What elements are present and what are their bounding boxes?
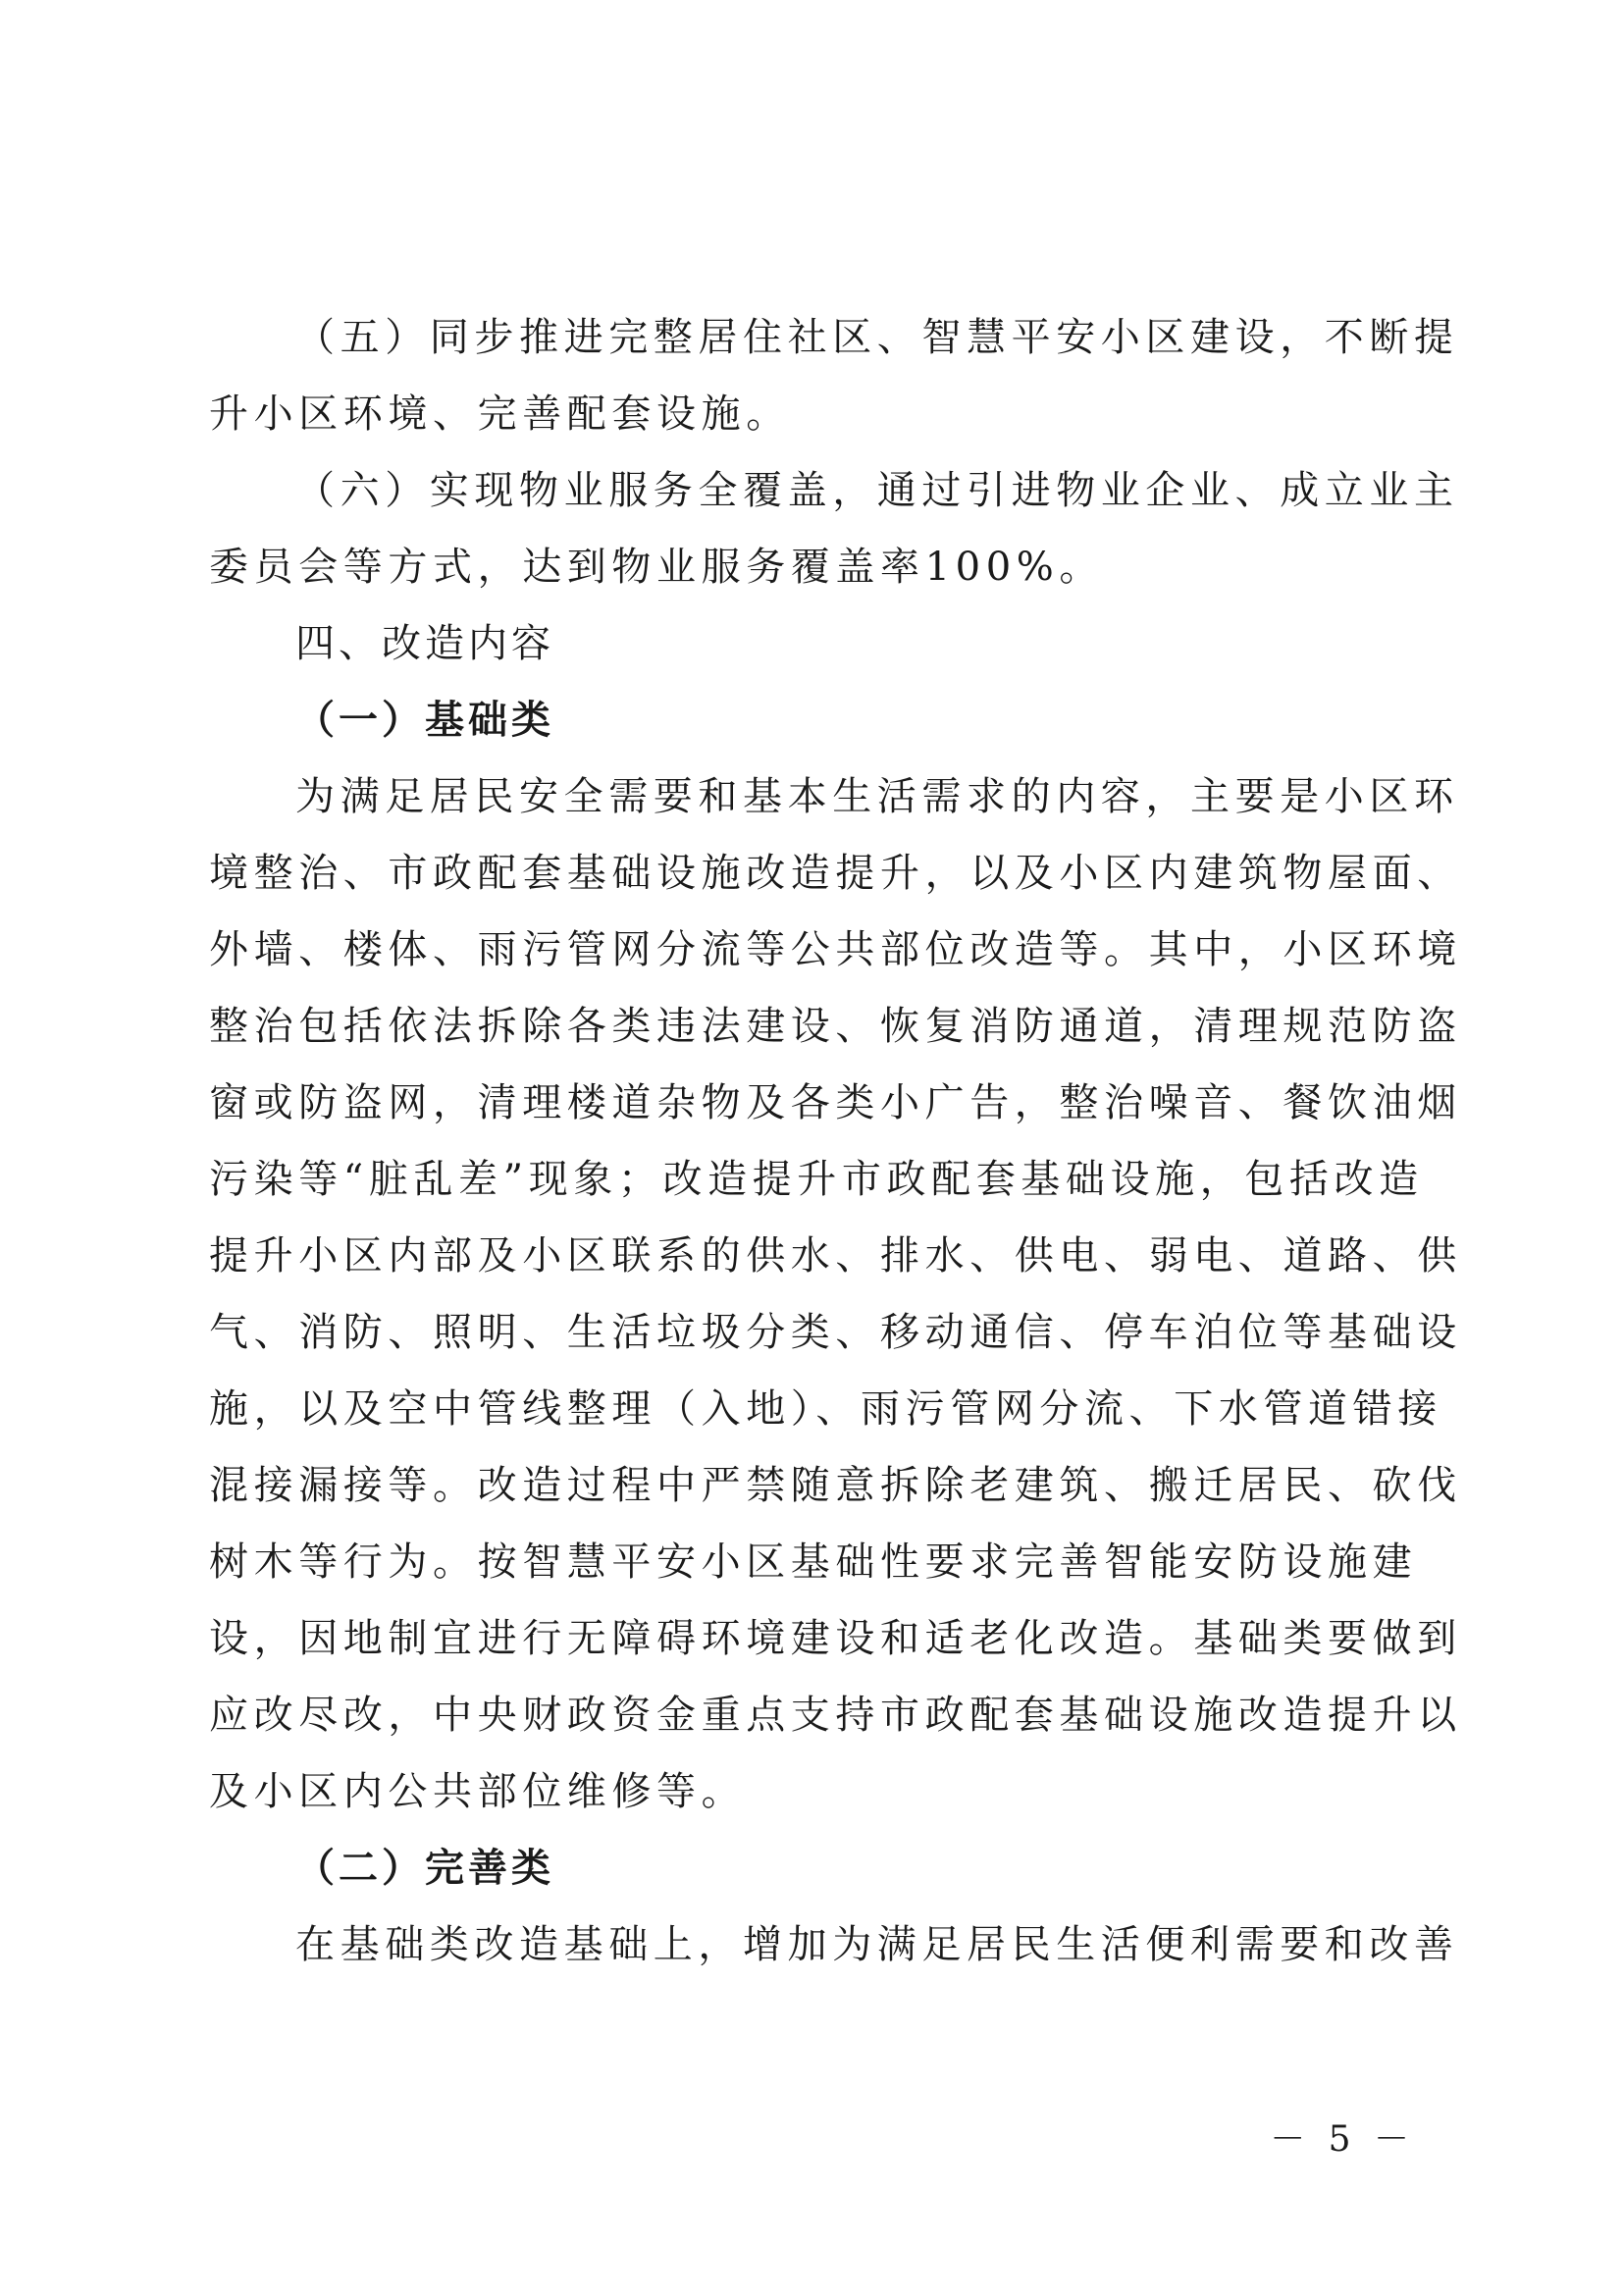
text-line: 委员会等方式，达到物业服务覆盖率100%。: [209, 545, 1104, 590]
text-line: 境整治、市政配套基础设施改造提升，以及小区内建筑物屋面、: [209, 851, 1462, 896]
text-line: 窗或防盗网，清理楼道杂物及各类小广告，整治噪音、餐饮油烟: [209, 1080, 1462, 1125]
text-line: 应改尽改，中央财政资金重点支持市政配套基础设施改造提升以: [209, 1693, 1462, 1738]
text-line: 污染等“脏乱差”现象；改造提升市政配套基础设施，包括改造: [209, 1157, 1424, 1202]
text-line: 施，以及空中管线整理（入地）、雨污管网分流、下水管道错接: [209, 1386, 1442, 1432]
text-line: 外墙、楼体、雨污管网分流等公共部位改造等。其中，小区环境: [209, 927, 1462, 972]
text-line: （一）基础类: [295, 697, 554, 743]
text-line: 升小区环境、完善配套设施。: [209, 391, 791, 437]
text-line: 设，因地制宜进行无障碍环境建设和适老化改造。基础类要做到: [209, 1616, 1462, 1661]
text-line: 四、改造内容: [295, 621, 554, 666]
text-line: （六）实现物业服务全覆盖，通过引进物业企业、成立业主: [295, 468, 1459, 513]
text-line: （二）完善类: [295, 1845, 554, 1891]
text-line: （五）同步推进完整居住社区、智慧平安小区建设，不断提: [295, 315, 1459, 360]
text-line: 提升小区内部及小区联系的供水、排水、供电、弱电、道路、供: [209, 1233, 1462, 1278]
text-line: 混接漏接等。改造过程中严禁随意拆除老建筑、搬迁居民、砍伐: [209, 1463, 1462, 1508]
text-line: 气、消防、照明、生活垃圾分类、移动通信、停车泊位等基础设: [209, 1310, 1462, 1355]
body-text: [209, 299, 1462, 1983]
text-line: 树木等行为。按智慧平安小区基础性要求完善智能安防设施建: [209, 1539, 1418, 1585]
text-line: 为满足居民安全需要和基本生活需求的内容，主要是小区环: [295, 774, 1459, 819]
text-line: 在基础类改造基础上，增加为满足居民生活便利需要和改善: [295, 1922, 1459, 1967]
text-line: 及小区内公共部位维修等。: [209, 1769, 747, 1814]
text-line: 整治包括依法拆除各类违法建设、恢复消防通道，清理规范防盗: [209, 1004, 1462, 1049]
page-number: － 5 －: [1270, 2119, 1415, 2160]
